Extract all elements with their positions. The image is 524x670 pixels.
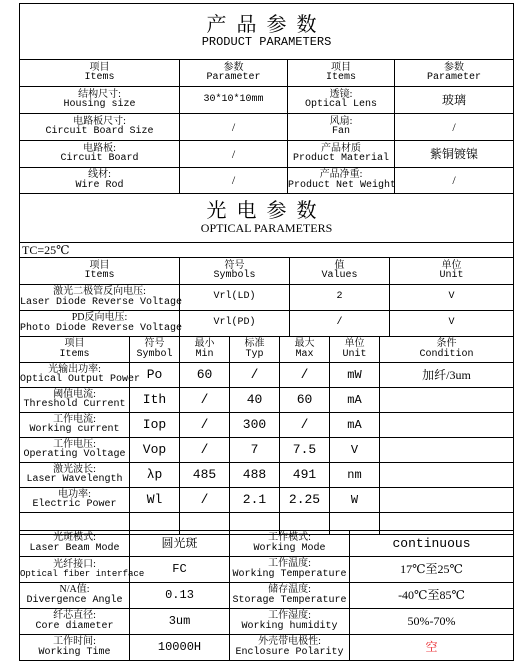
item-en: Electric Power [32, 499, 117, 510]
item-cn: PD反向电压: [71, 312, 128, 323]
table-row [20, 635, 514, 661]
table-row [20, 114, 514, 141]
item-cn: 储存温度: [268, 584, 311, 595]
value-cell: -40℃至85℃ [350, 583, 514, 609]
item-cn: 激光二极管反向电压: [53, 286, 146, 297]
table-row [20, 168, 514, 194]
item-cn: 风扇: [329, 115, 353, 127]
unit-cell: nm [330, 463, 380, 488]
min-cell: / [180, 388, 230, 413]
item-cn: 电路板尺寸: [73, 115, 126, 127]
item-en: Product Material [292, 153, 389, 164]
header-cn: 项目 [331, 61, 351, 73]
item-cn: 产品材质 [321, 142, 361, 154]
item-en: Core diameter [35, 620, 114, 632]
typ-cell: 7 [230, 438, 280, 463]
optical-title-cell [20, 194, 514, 243]
value-cell: FC [130, 557, 230, 583]
item-en: Optical Output Power [20, 374, 141, 385]
item-cn: 电路板: [83, 142, 116, 154]
header-en: Symbol [136, 348, 173, 360]
symbol-cell: Po [130, 363, 180, 388]
value-cell: 紫铜镀镍 [395, 141, 514, 168]
unit-cell: W [330, 488, 380, 513]
table-row [20, 363, 514, 388]
table-row [20, 609, 514, 635]
misc-parameters-table [19, 530, 514, 661]
value-cell: / [180, 114, 288, 141]
item-en: Laser Diode Reverse Voltage [20, 296, 183, 308]
item-en: Product Net Weight [288, 179, 397, 191]
header-en: Symbols [213, 270, 256, 281]
header-cn: 符号 [144, 338, 165, 349]
product-header-row [20, 60, 514, 87]
table-row [20, 413, 514, 438]
symbol-cell: Vop [130, 438, 180, 463]
header-en: Items [84, 72, 115, 83]
item-en: Enclosure Polarity [235, 646, 344, 658]
max-cell: 60 [280, 388, 330, 413]
item-cn: 工作时间: [53, 636, 96, 647]
max-cell: / [280, 363, 330, 388]
item-cn: 工作模式: [268, 532, 311, 543]
header-cn: 符号 [224, 259, 245, 271]
value-cell: 圆光斑 [130, 531, 230, 557]
value-cell: 空 [350, 635, 514, 661]
typ-cell: 488 [230, 463, 280, 488]
max-cell: 7.5 [280, 438, 330, 463]
condition-cell: 加纤/3um [380, 363, 514, 388]
header-cn: 最大 [294, 338, 315, 349]
item-en: Optical fiber interface [20, 569, 145, 580]
item-cn: 纤芯直径: [53, 610, 96, 621]
min-cell: 60 [180, 363, 230, 388]
unit-cell: V [390, 311, 514, 337]
item-en: Working Temperature [232, 568, 347, 580]
product-title-cn: 产品参数 [206, 13, 327, 36]
item-en: Threshold Current [23, 399, 126, 410]
symbol-cell: λp [130, 463, 180, 488]
header-cn: 项目 [89, 61, 110, 73]
value-cell: 2 [290, 285, 390, 311]
unit-cell: mA [330, 388, 380, 413]
header-cn: 最小 [194, 338, 215, 349]
item-en: Working humidity [241, 620, 338, 632]
item-en: Working Mode [253, 542, 326, 554]
table-row [20, 87, 514, 114]
value-cell: 3um [130, 609, 230, 635]
value-cell: 30*10*10mm [180, 87, 288, 114]
header-en: Values [321, 270, 358, 281]
unit-cell: mW [330, 363, 380, 388]
min-cell: 485 [180, 463, 230, 488]
optical-simple-table [19, 193, 514, 337]
item-cn: 光输出功率: [48, 363, 101, 375]
table-row [20, 311, 514, 337]
header-cn: 项目 [89, 259, 110, 271]
unit-cell: mA [330, 413, 380, 438]
item-cn: 透镜: [329, 88, 353, 100]
item-cn: 工作湿度: [268, 610, 311, 621]
header-cn: 项目 [64, 338, 85, 349]
header-en: Parameter [206, 72, 261, 83]
product-title-en: PRODUCT PARAMETERS [201, 34, 332, 49]
header-en: Items [59, 348, 90, 360]
condition-cell [380, 438, 514, 463]
item-cn: 光斑模式: [53, 532, 96, 543]
value-cell: continuous [350, 531, 514, 557]
table-row [20, 557, 514, 583]
header-cn: 单位 [441, 259, 462, 271]
symbol-cell: Wl [130, 488, 180, 513]
header-en: Max [295, 348, 314, 360]
value-cell: / [180, 168, 288, 194]
symbol-cell: Vrl(PD) [180, 311, 290, 337]
value-cell: / [290, 311, 390, 337]
item-en: Laser Beam Mode [29, 542, 120, 554]
table-row [20, 388, 514, 413]
item-en: Working Time [38, 646, 111, 658]
item-en: Photo Diode Reverse Voltage [20, 322, 183, 334]
min-cell: / [180, 488, 230, 513]
item-en: Working current [29, 424, 120, 435]
symbol-cell: Ith [130, 388, 180, 413]
item-cn: 产品净重: [319, 169, 363, 180]
item-cn: 线材: [88, 169, 111, 180]
table-row [20, 488, 514, 513]
typ-cell: 2.1 [230, 488, 280, 513]
header-en: Parameter [426, 72, 481, 83]
detail-header-row [20, 337, 514, 363]
condition-cell [380, 413, 514, 438]
product-title-cell [20, 4, 514, 60]
table-row [20, 531, 514, 557]
typ-cell: / [230, 363, 280, 388]
header-cn: 参数 [444, 61, 464, 73]
item-cn: 外壳带电极性: [258, 636, 321, 647]
optical-header-row [20, 258, 514, 285]
item-cn: 光纤接口: [53, 558, 96, 570]
value-cell: / [180, 141, 288, 168]
typ-cell: 300 [230, 413, 280, 438]
item-cn: 激光波长: [53, 463, 96, 475]
header-en: Condition [419, 348, 474, 360]
value-cell: 17℃至25℃ [350, 557, 514, 583]
max-cell: / [280, 413, 330, 438]
table-row [20, 285, 514, 311]
item-en: Divergence Angle [26, 594, 123, 606]
item-cn: 工作电压: [53, 438, 96, 450]
unit-cell: V [330, 438, 380, 463]
header-cn: 值 [334, 259, 345, 271]
item-en: Optical Lens [304, 99, 377, 110]
value-cell: / [395, 168, 514, 194]
header-cn: 条件 [436, 338, 457, 349]
value-cell: 50%-70% [350, 609, 514, 635]
item-en: Operating Voltage [23, 449, 126, 460]
condition-cell [380, 463, 514, 488]
item-en: Circuit Board [60, 153, 139, 164]
item-en: Housing size [63, 99, 136, 110]
value-cell: 0.13 [130, 583, 230, 609]
min-cell: / [180, 413, 230, 438]
optical-title-en: OPTICAL PARAMETERS [200, 221, 333, 236]
item-cn: N/A值: [59, 584, 90, 595]
item-cn: 工作温度: [268, 558, 311, 569]
item-en: Fan [331, 126, 350, 137]
header-en: Items [84, 270, 115, 281]
header-cn: 标准 [244, 338, 265, 349]
value-cell: 玻璃 [395, 87, 514, 114]
header-en: Typ [245, 348, 264, 360]
value-cell: 10000H [130, 635, 230, 661]
item-cn: 电功率: [58, 488, 91, 500]
item-cn: 结构尺寸: [78, 88, 121, 100]
table-row [20, 463, 514, 488]
condition-cell [380, 488, 514, 513]
header-cn: 单位 [344, 338, 365, 349]
item-cn: 工作电流: [53, 413, 96, 425]
value-cell: / [395, 114, 514, 141]
tc-label: TC=25℃ [20, 243, 514, 258]
header-en: Items [325, 72, 356, 83]
max-cell: 2.25 [280, 488, 330, 513]
product-parameters-table [19, 3, 514, 194]
unit-cell: V [390, 285, 514, 311]
optical-detail-table [19, 336, 514, 535]
item-en: Storage Temperature [232, 594, 347, 606]
min-cell: / [180, 438, 230, 463]
header-en: Unit [439, 270, 464, 281]
symbol-cell: Iop [130, 413, 180, 438]
max-cell: 491 [280, 463, 330, 488]
item-en: Wire Rod [75, 179, 124, 191]
typ-cell: 40 [230, 388, 280, 413]
item-cn: 阈值电流: [53, 388, 96, 400]
table-row [20, 438, 514, 463]
header-en: Min [195, 348, 214, 360]
table-row [20, 583, 514, 609]
table-row [20, 141, 514, 168]
item-en: Circuit Board Size [45, 126, 154, 137]
header-en: Unit [342, 348, 367, 360]
symbol-cell: Vrl(LD) [180, 285, 290, 311]
item-en: Laser Wavelength [26, 474, 123, 485]
condition-cell [380, 388, 514, 413]
header-cn: 参数 [223, 61, 244, 73]
optical-title-cn: 光电参数 [206, 200, 327, 223]
